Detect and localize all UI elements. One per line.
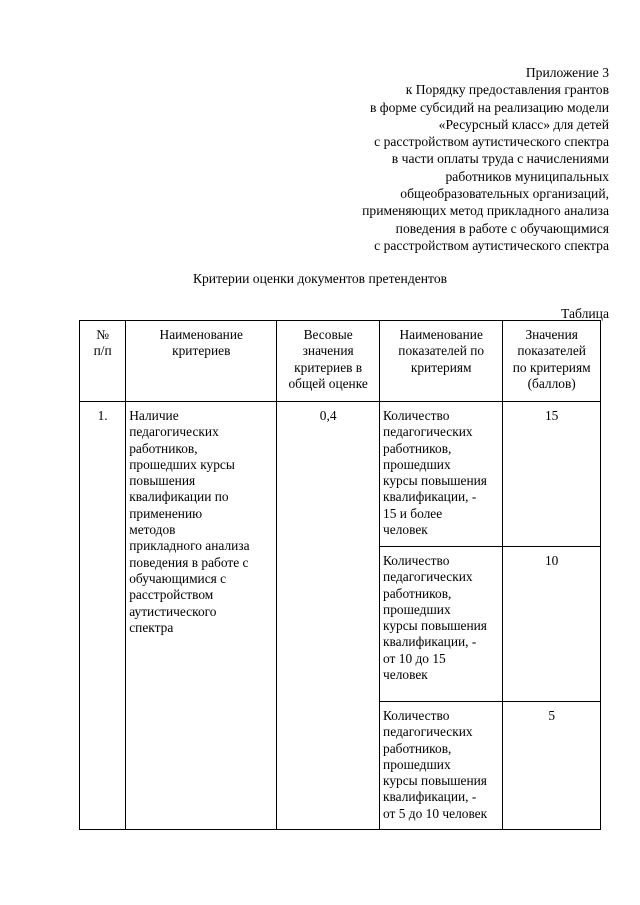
table-row	[80, 402, 601, 547]
appendix-line: работников муниципальных	[445, 168, 609, 184]
indicator-text: Количество педагогических работников, прошедших курсы повышения квалификации, - от 5 до 10 человек	[380, 702, 503, 830]
table-header-row	[80, 321, 601, 402]
appendix-line: «Ресурсный класс» для детей	[438, 116, 609, 132]
criterion-weight: 0,4	[277, 402, 380, 830]
criteria-table	[79, 320, 601, 830]
indicator-text: Количество педагогических работников, прошедших курсы повышения квалификации, - 15 и более человек	[380, 402, 503, 547]
header-indicator-name: Наименование показателей по критериям	[380, 321, 503, 402]
appendix-line: общеобразовательных организаций,	[400, 186, 609, 202]
appendix-line: в форме субсидий на реализацию модели	[369, 99, 609, 115]
criterion-number: 1.	[80, 402, 126, 830]
appendix-line: применяющих метод прикладного анализа	[362, 203, 609, 219]
criterion-name: Наличие педагогических работников, прошедших курсы повышения квалификации по применению методов прикладного анализа поведения в работе с обучающимися с расстройством аутистического спектра	[126, 402, 277, 830]
appendix-line: Приложение 3	[525, 65, 609, 80]
appendix-line: поведения в работе с обучающимися	[395, 220, 609, 236]
indicator-text: Количество педагогических работников, прошедших курсы повышения квалификации, - от 10 до 15 человек	[380, 547, 503, 702]
header-weight: Весовые значения критериев в общей оценке	[277, 321, 380, 402]
appendix-line: к Порядку предоставления грантов	[405, 82, 609, 98]
appendix-line: с расстройством аутистического спектра	[374, 134, 609, 150]
appendix-header	[289, 64, 609, 254]
header-criterion-name: Наименование критериев	[126, 321, 277, 402]
document-title: Критерии оценки документов претендентов	[192, 271, 448, 286]
header-score: Значения показателей по критериям (баллов)	[503, 321, 601, 402]
header-number: № п/п	[80, 321, 126, 402]
indicator-score: 15	[503, 402, 601, 547]
appendix-line: с расстройством аутистического спектра	[374, 237, 609, 253]
appendix-line: в части оплаты труда с начислениями	[391, 151, 609, 167]
indicator-score: 5	[503, 702, 601, 830]
table-caption: Таблица	[561, 306, 609, 321]
indicator-score: 10	[503, 547, 601, 702]
